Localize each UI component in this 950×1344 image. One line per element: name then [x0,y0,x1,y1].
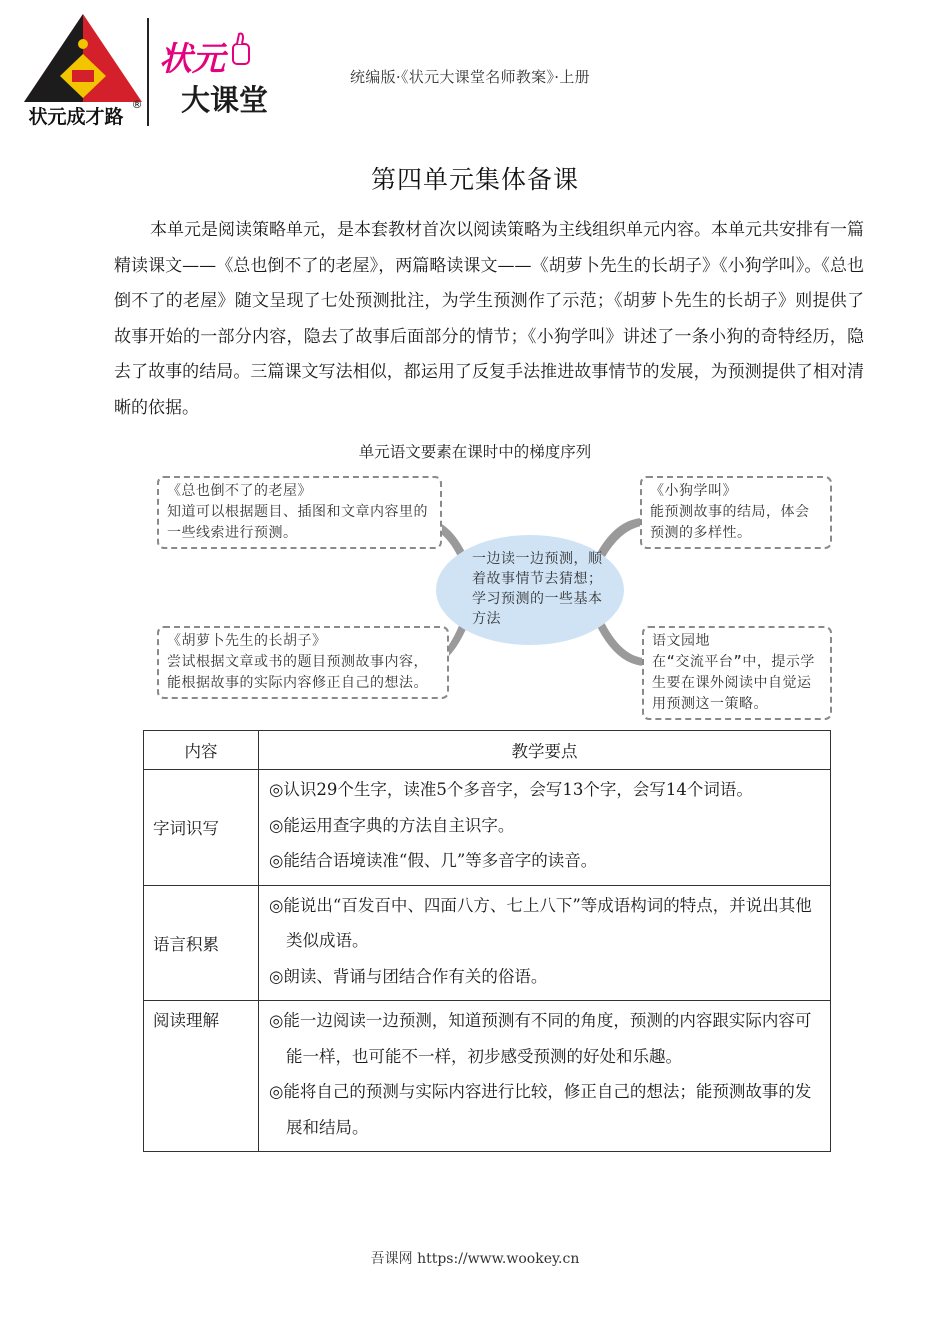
header-key-points: 教学要点 [259,731,831,770]
header-content: 内容 [144,731,259,770]
box-title: 语文园地 [652,633,710,649]
thumbs-up-icon [233,34,249,65]
brand-logo [155,30,285,120]
table-row [144,885,831,1001]
point-item: ◎朗读、背诵与团结合作有关的俗语。 [269,966,548,986]
point-item: ◎能说出“百发百中、四面八方、七上八下”等成语构词的特点，并说出其他类似成语。 [269,895,812,950]
point-item: ◎能运用查字典的方法自主识字。 [269,815,515,835]
box-title: 《小狗学叫》 [650,483,737,499]
center-concept: 一边读一边预测，顺着故事情节去猜想；学习预测的一些基本方法 [472,551,603,627]
box-title: 《胡萝卜先生的长胡子》 [167,633,327,649]
registered-mark: ® [131,98,142,111]
table-row [144,1001,831,1152]
point-item: ◎能将自己的预测与实际内容进行比较，修正自己的想法；能预测故事的发展和结局。 [269,1082,812,1137]
box-carrot-beard [157,626,449,699]
header-divider [147,18,149,126]
box-puppy [640,476,832,549]
box-old-house [157,476,442,549]
row-category: 语言积累 [144,885,259,1001]
intro-paragraph: 本单元是阅读策略单元，是本套教材首次以阅读策略为主线组织单元内容。本单元共安排有一篇精读课文——《总也倒不了的老屋》，两篇略读课文——《胡萝卜先生的长胡子》《小狗学叫》。《总也倒不了的老屋》随文呈现了七处预测批注，为学生预测作了示范；《胡萝卜先生的长胡子》则提供了故事开始的一部分内容，隐去了故事后面部分的情节；《小狗学叫》讲述了一条小狗的奇特经历，隐去了故事的结局。三篇课文写法相似，都运用了反复手法推进故事情节的发展，为预测提供了相对清晰的依据。 [114,220,864,418]
box-text: 在“交流平台”中，提示学生要在课外阅读中自觉运用预测这一策略。 [652,654,815,712]
header-subtitle: 统编版·《状元大课堂名师教案》·上册 [350,68,590,86]
box-title: 《总也倒不了的老屋》 [167,483,312,499]
row-points [259,770,831,886]
box-text: 知道可以根据题目、插图和文章内容里的一些线索进行预测。 [167,504,428,541]
point-item: ◎能一边阅读一边预测，知道预测有不同的角度，预测的内容跟实际内容可能一样，也可能不一样，初步感受预测的好处和乐趣。 [269,1011,812,1066]
box-language-garden [642,626,832,720]
concept-diagram [152,468,832,720]
box-text: 能预测故事的结局，体会预测的多样性。 [650,504,810,541]
row-category: 阅读理解 [144,1001,259,1152]
table-header-row [144,731,831,770]
publisher-logo [24,14,142,129]
logo-text: 状元成才路 [28,106,124,128]
point-item: ◎认识29个生字，读准5个多音字，会写13个字，会写14个词语。 [269,780,753,799]
table-row [144,770,831,886]
row-points [259,885,831,1001]
row-points [259,1001,831,1152]
page-title: 第四单元集体备课 [370,165,579,194]
footer-link[interactable]: 吾课网 https://www.wookey.cn [370,1251,580,1267]
point-item: ◎能结合语境读准“假、几”等多音字的读音。 [269,851,598,870]
brand-line1: 状元 [159,39,225,78]
teaching-points-table [143,730,831,1152]
box-text: 尝试根据文章或书的题目预测故事内容，能根据故事的实际内容修正自己的想法。 [167,654,428,691]
row-category: 字词识写 [144,770,259,886]
diagram-caption: 单元语文要素在课时中的梯度序列 [358,443,592,461]
brand-line2: 大课堂 [181,83,269,117]
